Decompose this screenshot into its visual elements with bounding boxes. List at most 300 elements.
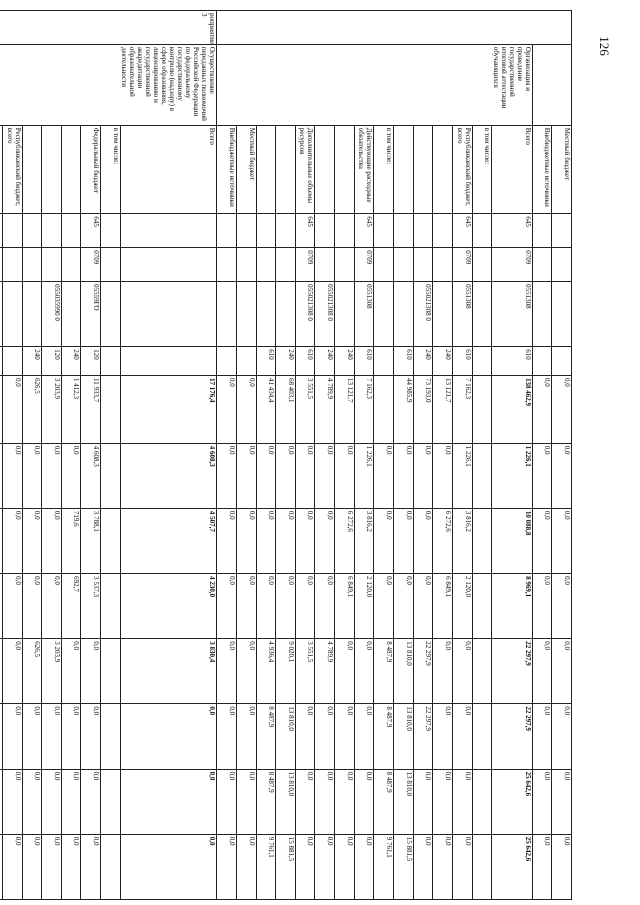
table-row [335, 11, 355, 900]
funding-source-cell [335, 125, 355, 214]
code-cell [256, 214, 276, 248]
amount-cell: 4 789,9 [315, 639, 335, 704]
amount-cell: 0,0 [22, 574, 42, 639]
funding-source-cell: Всего [492, 125, 533, 214]
table-row [236, 11, 256, 900]
table-row [374, 11, 394, 900]
amount-cell: 0,0 [256, 574, 276, 639]
amount-cell [472, 704, 492, 769]
amount-cell [0, 639, 2, 704]
code-cell [236, 282, 256, 347]
table-row [0, 11, 2, 900]
code-cell [120, 282, 217, 347]
amount-cell: 0,0 [315, 769, 335, 834]
amount-cell: 8 487,9 [374, 639, 394, 704]
code-cell [217, 214, 237, 248]
table-row [276, 11, 296, 900]
code-cell [532, 214, 552, 248]
amount-cell: 0,0 [236, 639, 256, 704]
code-cell [472, 282, 492, 347]
amount-cell: 0,0 [236, 834, 256, 899]
code-cell [256, 248, 276, 282]
amount-cell: 0,0 [22, 443, 42, 508]
amount-cell: 0,0 [217, 443, 237, 508]
amount-cell: 25 642,6 [492, 834, 533, 899]
amount-cell: 0,0 [354, 769, 374, 834]
table-row [552, 11, 572, 900]
code-cell [217, 248, 237, 282]
amount-cell [0, 443, 2, 508]
table-row [452, 11, 472, 900]
event-name-cell [552, 44, 572, 125]
table-row [61, 11, 81, 900]
amount-cell [472, 769, 492, 834]
amount-cell: 2 120,0 [452, 574, 472, 639]
amount-cell: 0,0 [374, 443, 394, 508]
amount-cell: 0,0 [354, 834, 374, 899]
amount-cell: 4 507,7 [120, 508, 217, 573]
amount-cell: 0,0 [374, 508, 394, 573]
amount-cell: 4 936,4 [256, 639, 276, 704]
code-cell [315, 214, 335, 248]
funding-source-cell [22, 125, 42, 214]
code-cell [552, 347, 572, 376]
amount-cell: 0,0 [532, 834, 552, 899]
amount-cell: 0,0 [256, 443, 276, 508]
code-cell: 0709 [81, 248, 101, 282]
table-row [354, 11, 374, 900]
amount-cell: 3 203,9 [42, 639, 62, 704]
amount-cell: 0,0 [315, 443, 335, 508]
event-label-cell [101, 11, 121, 45]
event-name-cell [2, 44, 22, 125]
amount-cell: 0,0 [42, 769, 62, 834]
amount-cell: 22 297,9 [492, 704, 533, 769]
amount-cell: 0,0 [2, 574, 22, 639]
amount-cell: 13 810,0 [276, 704, 296, 769]
amount-cell: 4 608,3 [120, 443, 217, 508]
code-cell [413, 214, 433, 248]
event-label-cell [335, 11, 355, 45]
amount-cell: 8 487,9 [256, 704, 276, 769]
code-cell [276, 214, 296, 248]
event-label-cell [61, 11, 81, 45]
amount-cell: 0,0 [394, 443, 414, 508]
code-cell [22, 248, 42, 282]
amount-cell: 4 230,0 [120, 574, 217, 639]
amount-cell: 0,0 [236, 443, 256, 508]
amount-cell [101, 574, 121, 639]
amount-cell: 6 849,1 [433, 574, 453, 639]
event-name-cell [433, 44, 453, 125]
amount-cell: 0,0 [81, 639, 101, 704]
code-cell [2, 214, 22, 248]
amount-cell: 13 121,7 [335, 375, 355, 443]
amount-cell: 0,0 [22, 508, 42, 573]
amount-cell: 8 487,9 [374, 704, 394, 769]
amount-cell: 3 551,5 [295, 639, 315, 704]
event-name-cell [101, 44, 121, 125]
funding-source-cell: Федеральный бюджет [81, 125, 101, 214]
code-cell [315, 248, 335, 282]
amount-cell: 1 412,3 [61, 375, 81, 443]
amount-cell: 0,0 [433, 769, 453, 834]
amount-cell: 0,0 [22, 834, 42, 899]
event-name-cell [22, 44, 42, 125]
amount-cell: 8 487,9 [256, 769, 276, 834]
amount-cell: 0,0 [22, 704, 42, 769]
amount-cell: 8 487,9 [374, 769, 394, 834]
amount-cell: 0,0 [61, 704, 81, 769]
funding-source-cell: Республиканский бюджет, всего [2, 125, 22, 214]
code-cell [394, 282, 414, 347]
page-number-text: 126 [597, 36, 612, 56]
funding-source-cell [276, 125, 296, 214]
amount-cell: 626,5 [22, 639, 42, 704]
event-name-cell [81, 44, 101, 125]
table-row [295, 11, 315, 900]
amount-cell: 1 226,1 [492, 443, 533, 508]
code-cell: 05559ГО [81, 282, 101, 347]
amount-cell: 7 162,3 [452, 375, 472, 443]
code-cell: 055021308 0 [295, 282, 315, 347]
amount-cell: 0,0 [217, 769, 237, 834]
amount-cell: 15 881,5 [394, 834, 414, 899]
table-row [22, 11, 42, 900]
code-cell [335, 214, 355, 248]
amount-cell: 0,0 [295, 443, 315, 508]
code-cell: 645 [81, 214, 101, 248]
code-cell [217, 347, 237, 376]
event-label-cell [452, 11, 472, 45]
code-cell: 0551308 [492, 282, 533, 347]
code-cell [374, 347, 394, 376]
amount-cell: 0,0 [295, 574, 315, 639]
code-cell: 0709 [452, 248, 472, 282]
table-row [532, 11, 552, 900]
amount-cell: 3 551,5 [295, 375, 315, 443]
event-label-cell [492, 11, 533, 45]
amount-cell: 9 761,1 [256, 834, 276, 899]
amount-cell: 0,0 [236, 508, 256, 573]
amount-cell: 0,0 [315, 508, 335, 573]
event-label-cell [472, 11, 492, 45]
event-label-cell [217, 11, 237, 45]
amount-cell: 0,0 [217, 639, 237, 704]
amount-cell: 0,0 [394, 574, 414, 639]
code-cell [374, 214, 394, 248]
funding-source-cell: Республиканский бюджет, всего [452, 125, 472, 214]
funding-source-cell: Всего [120, 125, 217, 214]
amount-cell: 0,0 [276, 443, 296, 508]
funding-source-cell: Дополнительные объемы ресурсов [295, 125, 315, 214]
amount-cell: 0,0 [42, 574, 62, 639]
amount-cell: 22 297,9 [492, 639, 533, 704]
code-cell: 240 [315, 347, 335, 376]
code-cell: 0709 [492, 248, 533, 282]
event-label-cell [315, 11, 335, 45]
code-cell: 0551308 [452, 282, 472, 347]
code-cell [101, 347, 121, 376]
amount-cell: 41 434,4 [256, 375, 276, 443]
amount-cell: 0,0 [433, 834, 453, 899]
code-cell [22, 214, 42, 248]
code-cell: 240 [413, 347, 433, 376]
amount-cell: 6 849,1 [335, 574, 355, 639]
amount-cell: 7 162,3 [354, 375, 374, 443]
amount-cell: 4 608,3 [81, 443, 101, 508]
code-cell [472, 248, 492, 282]
funding-source-cell: Местный бюджет [552, 125, 572, 214]
amount-cell: 0,0 [374, 574, 394, 639]
amount-cell [0, 834, 2, 899]
amount-cell [0, 508, 2, 573]
event-name-cell [42, 44, 62, 125]
code-cell: 0709 [354, 248, 374, 282]
table-row [217, 11, 237, 900]
event-label-cell [394, 11, 414, 45]
table-row [42, 11, 62, 900]
code-cell [2, 282, 22, 347]
code-cell: 645 [452, 214, 472, 248]
amount-cell [472, 639, 492, 704]
amount-cell: 22 297,9 [413, 639, 433, 704]
amount-cell: 0,0 [335, 443, 355, 508]
code-cell [101, 282, 121, 347]
funding-source-cell: Внебюджетные источники [532, 125, 552, 214]
budget-table [0, 10, 572, 900]
table-body [0, 11, 572, 900]
amount-cell: 0,0 [552, 375, 572, 443]
amount-cell: 0,0 [433, 639, 453, 704]
amount-cell [374, 375, 394, 443]
amount-cell: 0,0 [335, 704, 355, 769]
code-cell: 610 [452, 347, 472, 376]
rotated-table-container [2, 10, 572, 900]
code-cell: 610 [256, 347, 276, 376]
amount-cell: 0,0 [532, 443, 552, 508]
amount-cell: 3 816,2 [354, 508, 374, 573]
code-cell [101, 248, 121, 282]
amount-cell: 719,6 [61, 508, 81, 573]
amount-cell: 138 462,9 [492, 375, 533, 443]
amount-cell: 0,0 [452, 704, 472, 769]
event-label-cell [236, 11, 256, 45]
event-label-cell [256, 11, 276, 45]
event-label-cell [433, 11, 453, 45]
event-name-cell [0, 44, 2, 125]
code-cell: 240 [276, 347, 296, 376]
amount-cell: 0,0 [61, 834, 81, 899]
amount-cell: 6 272,6 [335, 508, 355, 573]
code-cell [0, 248, 2, 282]
amount-cell [101, 443, 121, 508]
amount-cell: 0,0 [276, 574, 296, 639]
amount-cell: 0,0 [295, 769, 315, 834]
event-label-cell [81, 11, 101, 45]
amount-cell: 692,7 [61, 574, 81, 639]
event-label-cell [42, 11, 62, 45]
table-row [101, 11, 121, 900]
amount-cell: 25 642,6 [492, 769, 533, 834]
event-name-cell [472, 44, 492, 125]
amount-cell: 0,0 [532, 639, 552, 704]
funding-source-cell: в том числе: [101, 125, 121, 214]
amount-cell: 0,0 [120, 704, 217, 769]
funding-source-cell: Действующие расходные обязательства [354, 125, 374, 214]
amount-cell: 626,5 [22, 375, 42, 443]
code-cell [552, 282, 572, 347]
code-cell [532, 347, 552, 376]
code-cell: 610 [492, 347, 533, 376]
code-cell [2, 248, 22, 282]
amount-cell: 0,0 [2, 704, 22, 769]
amount-cell: 0,0 [120, 769, 217, 834]
event-name-cell [374, 44, 394, 125]
code-cell [0, 214, 2, 248]
code-cell: 055035990 0 [42, 282, 62, 347]
funding-source-cell [315, 125, 335, 214]
amount-cell: 0,0 [22, 769, 42, 834]
amount-cell: 0,0 [217, 508, 237, 573]
amount-cell [472, 375, 492, 443]
amount-cell [101, 769, 121, 834]
amount-cell: 0,0 [552, 834, 572, 899]
amount-cell: 13 810,0 [394, 769, 414, 834]
funding-source-cell [413, 125, 433, 214]
amount-cell: 0,0 [552, 508, 572, 573]
code-cell: 0709 [295, 248, 315, 282]
amount-cell: 0,0 [236, 574, 256, 639]
amount-cell: 0,0 [532, 375, 552, 443]
amount-cell: 0,0 [452, 769, 472, 834]
amount-cell: 2 120,0 [354, 574, 374, 639]
code-cell [276, 282, 296, 347]
event-name-cell [217, 44, 237, 125]
code-cell: 240 [335, 347, 355, 376]
amount-cell [0, 769, 2, 834]
amount-cell: 0,0 [2, 639, 22, 704]
event-label-cell [22, 11, 42, 45]
code-cell [217, 282, 237, 347]
table-row [472, 11, 492, 900]
amount-cell [101, 375, 121, 443]
code-cell [472, 214, 492, 248]
funding-source-cell [433, 125, 453, 214]
amount-cell: 3 203,9 [42, 375, 62, 443]
event-name-cell [394, 44, 414, 125]
amount-cell: 3 830,4 [120, 639, 217, 704]
amount-cell: 0,0 [532, 704, 552, 769]
amount-cell: 1 226,1 [452, 443, 472, 508]
amount-cell: 0,0 [433, 704, 453, 769]
amount-cell: 13 121,7 [433, 375, 453, 443]
event-name-cell [452, 44, 472, 125]
event-label-cell [0, 11, 2, 45]
code-cell [433, 248, 453, 282]
event-label-cell [552, 11, 572, 45]
amount-cell: 13 810,0 [394, 704, 414, 769]
event-label-cell: роприятие 3 [120, 11, 217, 45]
rotated-page [2, 10, 572, 900]
event-label-cell [532, 11, 552, 45]
amount-cell: 0,0 [2, 769, 22, 834]
amount-cell: 0,0 [217, 574, 237, 639]
funding-source-cell [394, 125, 414, 214]
code-cell [335, 282, 355, 347]
amount-cell: 17 176,4 [120, 375, 217, 443]
amount-cell: 0,0 [2, 375, 22, 443]
amount-cell: 0,0 [236, 704, 256, 769]
amount-cell [101, 704, 121, 769]
event-label-cell [2, 11, 22, 45]
table-row [433, 11, 453, 900]
amount-cell [472, 443, 492, 508]
amount-cell: 0,0 [315, 704, 335, 769]
code-cell [61, 214, 81, 248]
event-label-cell [374, 11, 394, 45]
code-cell: 240 [22, 347, 42, 376]
event-name-cell: Организация и проведение государственной итоговой аттестации обучающихся [492, 44, 533, 125]
amount-cell: 0,0 [81, 834, 101, 899]
event-name-cell [315, 44, 335, 125]
code-cell [61, 282, 81, 347]
event-name-cell [532, 44, 552, 125]
amount-cell: 68 403,1 [276, 375, 296, 443]
code-cell [120, 214, 217, 248]
amount-cell: 0,0 [42, 443, 62, 508]
code-cell [42, 248, 62, 282]
amount-cell [0, 704, 2, 769]
amount-cell: 0,0 [61, 443, 81, 508]
amount-cell: 0,0 [552, 704, 572, 769]
code-cell [120, 347, 217, 376]
amount-cell: 0,0 [236, 769, 256, 834]
amount-cell: 0,0 [295, 834, 315, 899]
amount-cell: 0,0 [256, 508, 276, 573]
funding-source-cell: Внебюджетные источники [217, 125, 237, 214]
amount-cell: 22 297,9 [413, 704, 433, 769]
code-cell [2, 347, 22, 376]
code-cell [42, 214, 62, 248]
amount-cell: 0,0 [315, 834, 335, 899]
code-cell [433, 282, 453, 347]
amount-cell: 3 537,3 [81, 574, 101, 639]
code-cell [374, 248, 394, 282]
event-label-cell [354, 11, 374, 45]
code-cell: 645 [354, 214, 374, 248]
amount-cell: 8 969,1 [492, 574, 533, 639]
amount-cell: 0,0 [552, 639, 572, 704]
event-name-cell [335, 44, 355, 125]
code-cell: 120 [42, 347, 62, 376]
code-cell [413, 248, 433, 282]
amount-cell: 0,0 [433, 443, 453, 508]
amount-cell: 0,0 [532, 574, 552, 639]
code-cell [374, 282, 394, 347]
amount-cell [101, 508, 121, 573]
amount-cell [0, 375, 2, 443]
table-row [394, 11, 414, 900]
event-name-cell [413, 44, 433, 125]
amount-cell: 0,0 [354, 639, 374, 704]
code-cell: 645 [492, 214, 533, 248]
amount-cell: 0,0 [354, 704, 374, 769]
table-row [2, 11, 22, 900]
amount-cell: 0,0 [217, 704, 237, 769]
funding-source-cell [256, 125, 276, 214]
amount-cell: 0,0 [532, 769, 552, 834]
